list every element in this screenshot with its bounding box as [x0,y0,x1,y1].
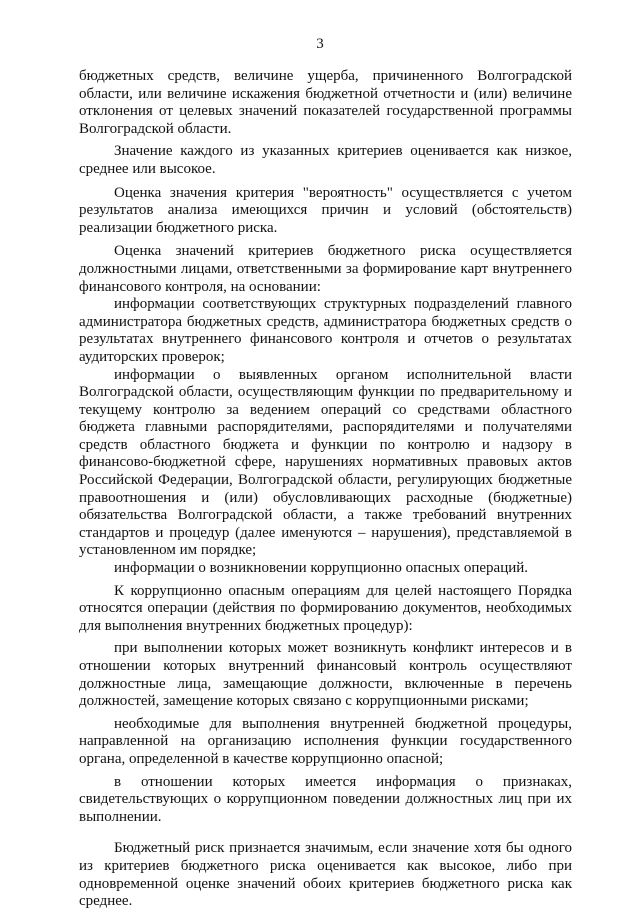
paragraph-9: при выполнении которых может возникнуть конфликт интересов и в отношении которых внутренний финансовый контроль осуществляют должностные лица, замещающие должности, включенные в перечень должностей, замещение которых связано с коррупционными рисками; [79,640,572,710]
paragraph-7: информации о возникновении коррупционно опасных операций. [114,560,529,577]
page-number: 3 [316,36,324,52]
document-body [79,68,572,911]
paragraph-5: информации соответствующих структурных подразделений главного администратора бюджетных средств, администратора бюджетных средств о результатах внутреннего финансового контроля и отчетов о результатах аудиторских проверок; [79,296,572,365]
paragraph-1: бюджетных средств, величине ущерба, причиненного Волгоградской области, или величине искажения бюджетной отчетности и (или) величине отклонения от целевых значений показателей государственной программы Волгоградской области. [79,68,572,137]
paragraph-2: Значение каждого из указанных критериев оценивается как низкое, среднее или высокое. [79,143,572,177]
paragraph-6: информации о выявленных органом исполнительной власти Волгоградской области, осуществляющим функции по предварительному и текущему контролю за ведением операций со средствами областного бюджета главными распорядителями, распорядителями и получателями средств областного бюджета и функции по контролю и надзору в финансово-бюджетной сфере, нарушениях нормативных правовых актов Российской Федерации, Волгоградской области, регулирующих бюджетные правоотношения и (или) обусловливающих расходные (бюджетные) обязательства Волгоградской области, а также требований внутренних стандартов и процедур (далее именуются – нарушения), представляемой в установленном им порядке; [79,366,572,559]
paragraph-12: Бюджетный риск признается значимым, если значение хотя бы одного из критериев бюджетного риска оценивается как высокое, либо при одновременной оценке значений обоих критериев бюджетного риска как среднее. [79,840,572,910]
paragraph-3: Оценка значения критерия "вероятность" осуществляется с учетом результатов анализа имеющихся причин и условий (обстоятельств) реализации бюджетного риска. [79,184,572,236]
paragraph-10: необходимые для выполнения внутренней бюджетной процедуры, направленной на организацию исполнения функции государственного органа, определенной в качестве коррупционно опасной; [79,715,572,767]
paragraph-8: К коррупционно опасным операциям для целей настоящего Порядка относятся операции (действия по формированию документов, необходимых для выполнения внутренних бюджетных процедур): [79,582,572,634]
paragraph-4: Оценка значений критериев бюджетного риска осуществляется должностными лицами, ответственными за формирование карт внутреннего финансового контроля, на основании: [79,243,572,295]
paragraph-11: в отношении которых имеется информация о признаках, свидетельствующих о коррупционном поведении должностных лиц при их выполнении. [79,773,572,825]
